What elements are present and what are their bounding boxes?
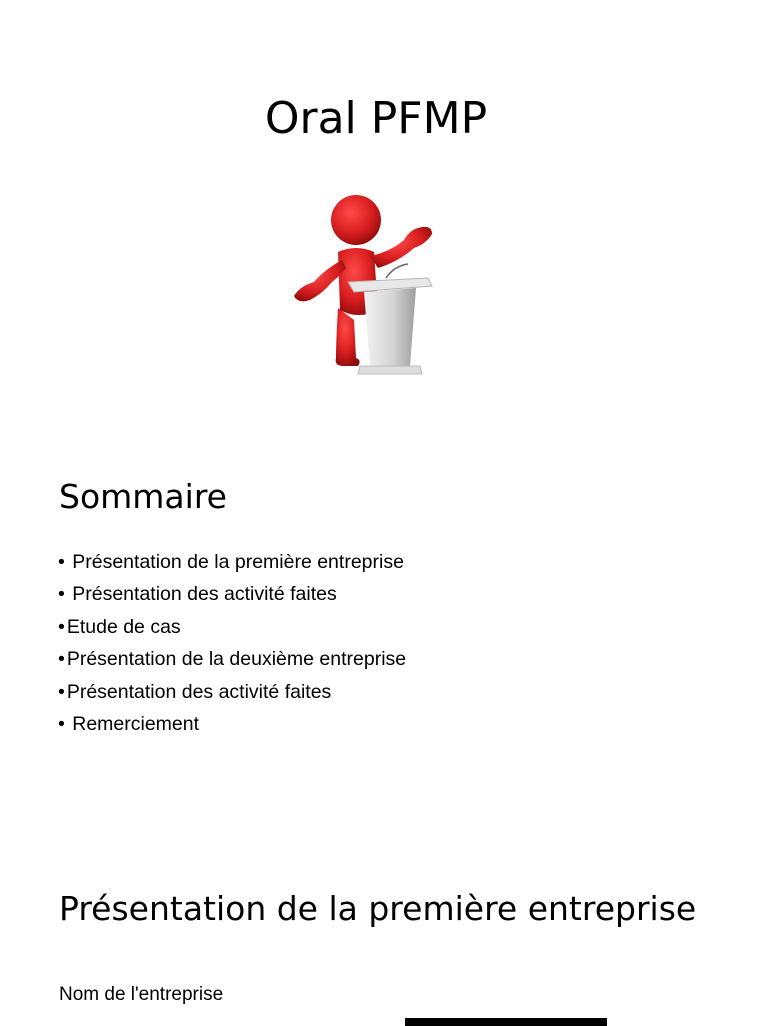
black-bar-divider [405, 1018, 607, 1026]
list-item [58, 676, 406, 708]
bullet-icon: • [58, 648, 65, 671]
sommaire-list [58, 546, 406, 740]
list-item [58, 546, 406, 578]
list-item [58, 578, 406, 610]
sommaire-heading: Sommaire [59, 477, 227, 516]
list-item-text: Présentation des activité faites [66, 583, 337, 606]
list-item-text: Etude de cas [66, 615, 181, 638]
list-item-text: Remerciement [66, 712, 200, 735]
red-speaker-at-podium-icon [286, 190, 438, 380]
bullet-icon: • [58, 551, 65, 573]
bullet-icon: • [58, 680, 65, 703]
list-item-text: Présentation de la deuxième entreprise [66, 648, 407, 671]
slide-title: Oral PFMP [264, 93, 488, 144]
bullet-icon: • [58, 615, 65, 638]
entreprise-name-label: Nom de l'entreprise [59, 984, 224, 1005]
list-item-text: Présentation des activité faites [66, 680, 332, 703]
bullet-icon: • [58, 583, 65, 606]
list-item-text: Présentation de la première entreprise [66, 551, 404, 573]
entreprise-heading: Présentation de la première entreprise [59, 889, 697, 928]
list-item [58, 611, 406, 643]
bullet-icon: • [58, 712, 65, 735]
list-item [58, 643, 406, 675]
list-item [58, 708, 406, 740]
